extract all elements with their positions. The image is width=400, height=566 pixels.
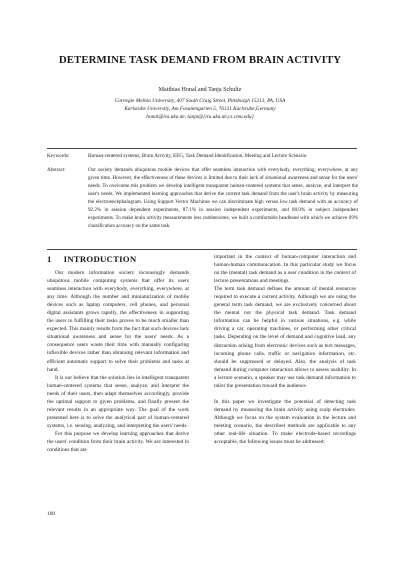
- page-number: 100: [47, 511, 56, 517]
- affiliation-karlsruhe: Karlsruhe University, Am Fasanengarten 5, 76131 Karlsruhe,Germany: [124, 106, 276, 113]
- left-column: [47, 269, 189, 454]
- bottom-divider: [47, 249, 357, 250]
- left-paragraph: For this purpose we develop learning approaches that derive the users' condition from their brain activity. We are interested in conditions that are: [47, 430, 189, 454]
- right-paragraph: important in the context of human-computer interaction and human-human communication. In this particular study we focus on the (mental) task demand as a user condition in the context of lecture presentations and meetings.: [214, 254, 356, 285]
- keywords-text: Human-centered systems, Brain Activity, EEG, Task Demand Identification, Meeting and Lecture Scenario.: [88, 153, 308, 159]
- left-paragraph: It is our believe that the solution lies in intelligent transparent human-centered systems that sense, analyze, and interpret the needs of their users, then adapt themselves accordingly, provide the optimal support to given problems, and finally present the relevant results in an appropriate way. The goal of the work presented here is to solve the analytical part of human-centered systems, i.e. sensing, analyzing, and interpreting the users' needs.: [47, 374, 189, 429]
- section-title: INTRODUCTION: [63, 254, 137, 264]
- right-paragraph: The term task demand defines the amount of mental resources required to execute a current activity. Although we are using the general term task demand, we are exclusively concerned about the mental not the physical task demand. Task demand information can be helpful in various situations, e.g. while driving a car, operating machines, or performing other critical tasks. Depending on the level of demand and cognitive load, any distraction arising from electronic devices such as text messages, incoming phone calls, traffic or navigation information, etc. should be suppressed or delayed. Also, the analysis of task demand during computer interaction allows to assess usability. In a lecture scenario, a speaker may use task demand information to tailor the presentation toward the audience.: [214, 286, 356, 389]
- top-divider: [47, 148, 357, 149]
- paper-title: DETERMINE TASK DEMAND FROM BRAIN ACTIVITY: [58, 54, 342, 66]
- affiliations: [0, 97, 400, 122]
- abstract-label: Abstract:: [47, 167, 66, 173]
- keywords-label: Keywords:: [47, 153, 70, 159]
- left-paragraph: Our modern information society increasingly demands ubiquitous mobile computing systems that offer its users seamless interaction with everybody, everything, everywhere, at any time. Although the number and miniaturization of mobile devices such as laptop computers, cell phones, and personal digital assistants grows rapidly, the effectiveness in supporting the users to fulfilling their tasks proves to be much smaller than expected. This mainly results from the fact that such devices lack situational awareness and sense for the users' needs. As a consequence users waste their time with manually configuring inflexible devices rather than obtaining relevant information and efficient automatic support to solve their problems and tasks at hand.: [47, 270, 189, 373]
- right-paragraph: In this paper we investigate the potential of detecting task demand by measuring the brain activity using scalp electrodes. Although we focus on the system evaluation in the lecture and meeting scenario, the described methods are applicable to any other real-life situation. To make electrode-based recordings acceptable, the following issues must be addressed:: [214, 398, 356, 446]
- author-emails: honal@ira.uka.de, tanja@{ira.uka.de,cs.cmu.edu}: [146, 114, 254, 121]
- affiliation-cmu: Carnegie Mellon University, 407 South Craig Street, Pittsburgh 15213, PA, USA: [114, 98, 286, 104]
- right-column: [214, 253, 356, 446]
- section-heading: [47, 254, 136, 264]
- abstract-text: Our society demands ubiquitous mobile devices that offer seamless interaction with everybody, everything, everywhere, at any given time. However, the effectiveness of these devices is limited due to their lack of situational awareness and sense for the users' needs. To overcome this problem we develop intelligent transparent human-centered systems that sense, analyze, and interpret the user's needs. We implemented learning approaches that derive the current task demand from the user's brain activity by measuring the electroencephalogram. Using Support Vector Machines we can discriminate high versus low task demand with an accuracy of 92.2% in session dependent experiments, 87.1% in session independent experiments, and 80.0% in subject independent experiments. To make brain activity measurements less cumbersome, we built a comfortable headband with which we achieve 69% classification accuracy on the same task.: [88, 167, 358, 229]
- authors: Matthias Honal and Tanja Schultz: [158, 87, 242, 93]
- section-number: 1: [47, 254, 52, 264]
